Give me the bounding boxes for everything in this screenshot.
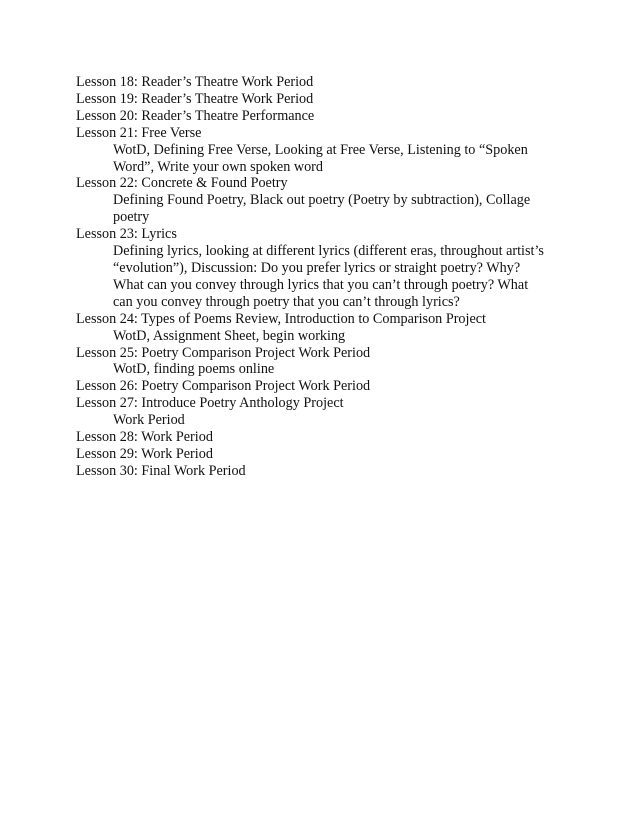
lesson-title: Lesson 27: Introduce Poetry Anthology Project — [76, 395, 344, 412]
lesson-27 — [76, 395, 566, 429]
lesson-title: Lesson 24: Types of Poems Review, Introduction to Comparison Project — [76, 310, 487, 327]
lesson-title: Lesson 20: Reader’s Theatre Performance — [76, 107, 315, 124]
lesson-detail: Defining lyrics, looking at different lyrics (different eras, throughout artist’s “evolution”), Discussion: Do you prefer lyrics or straight poetry? Why? What can you convey through lyrics that you can’t through poetry? What can you convey through poetry that you can’t through lyrics? — [113, 243, 544, 310]
lesson-detail: Defining Found Poetry, Black out poetry (Poetry by subtraction), Collage poetry — [113, 192, 531, 226]
lesson-25 — [76, 345, 566, 379]
lesson-28 — [76, 429, 566, 446]
lesson-detail: WotD, Defining Free Verse, Looking at Free Verse, Listening to “Spoken Word”, Write your own spoken word — [113, 141, 528, 175]
lesson-title: Lesson 26: Poetry Comparison Project Work Period — [76, 378, 371, 395]
lesson-title: Lesson 19: Reader’s Theatre Work Period — [76, 90, 314, 107]
lesson-detail: Work Period — [113, 412, 185, 429]
lesson-22 — [76, 175, 566, 226]
lesson-title: Lesson 22: Concrete & Found Poetry — [76, 175, 288, 192]
lesson-title: Lesson 25: Poetry Comparison Project Work Period — [76, 344, 371, 361]
lesson-19 — [76, 91, 566, 108]
lesson-21 — [76, 125, 566, 176]
lesson-title: Lesson 29: Work Period — [76, 445, 213, 462]
lesson-detail: WotD, finding poems online — [113, 361, 275, 378]
lesson-title: Lesson 23: Lyrics — [76, 226, 177, 243]
lesson-30 — [76, 463, 566, 480]
lesson-24 — [76, 311, 566, 345]
lesson-29 — [76, 446, 566, 463]
lesson-list — [76, 74, 566, 480]
lesson-title: Lesson 28: Work Period — [76, 429, 213, 446]
lesson-detail: WotD, Assignment Sheet, begin working — [113, 327, 346, 344]
lesson-title: Lesson 21: Free Verse — [76, 124, 202, 141]
lesson-23 — [76, 226, 566, 311]
lesson-26 — [76, 378, 566, 395]
lesson-title: Lesson 30: Final Work Period — [76, 462, 246, 479]
lesson-20 — [76, 108, 566, 125]
lesson-18 — [76, 74, 566, 91]
lesson-title: Lesson 18: Reader’s Theatre Work Period — [76, 74, 314, 90]
